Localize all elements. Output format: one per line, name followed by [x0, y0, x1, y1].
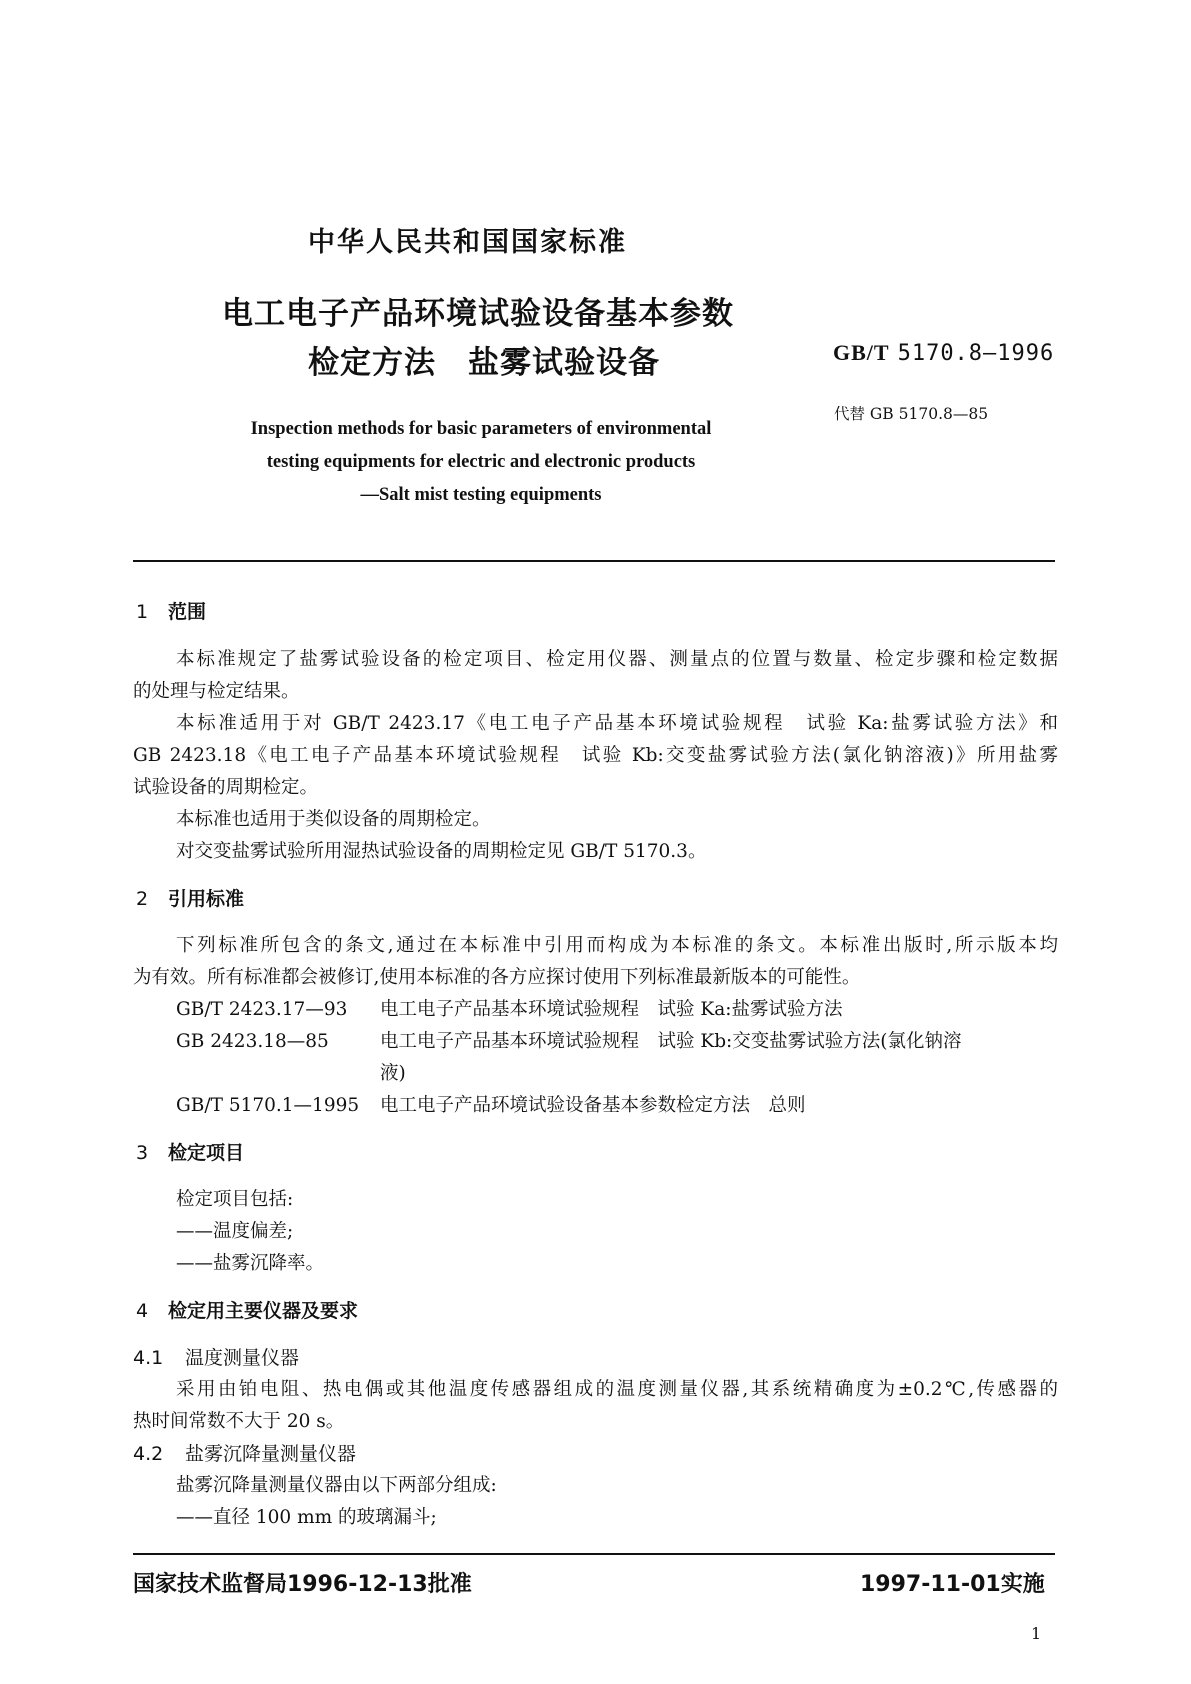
national-standard-heading: 中华人民共和国国家标准: [308, 227, 627, 258]
section-title: 范围: [168, 601, 207, 623]
subsection-number: 4.2: [133, 1443, 164, 1465]
reference-row-continuation: [176, 1059, 406, 1085]
reference-code: GB/T 5170.1—1995: [176, 1095, 360, 1116]
s3-item-2: ——盐雾沉降率。: [176, 1253, 325, 1274]
s1-paragraph2-line3: 试验设备的周期检定。: [133, 777, 319, 798]
standard-code: [833, 340, 1054, 366]
section-number: 1: [136, 601, 149, 623]
title-en-line3: —Salt mist testing equipments: [360, 485, 602, 505]
section-number: 3: [136, 1142, 149, 1164]
standard-code-prefix: GB/T: [833, 340, 890, 365]
footer-divider: [133, 1553, 1055, 1555]
page-number: 1: [1031, 1624, 1042, 1643]
s1-paragraph2-line1: 本标准适用于对 GB/T 2423.17《电工电子产品基本环境试验规程 试验 Ka:盐雾试验方法》和: [176, 713, 1058, 734]
s2-paragraph1-line1: 下列标准所包含的条文,通过在本标准中引用而构成为本标准的条文。本标准出版时,所示版本均: [176, 935, 1058, 956]
subsection-4-1-heading: [133, 1343, 299, 1370]
section-title: 检定项目: [168, 1142, 245, 1164]
s1-paragraph4: 对交变盐雾试验所用湿热试验设备的周期检定见 GB/T 5170.3。: [176, 841, 707, 862]
section-title: 检定用主要仪器及要求: [168, 1300, 359, 1322]
reference-row: [176, 1091, 806, 1117]
reference-title: 电工电子产品基本环境试验规程 试验 Kb:交变盐雾试验方法(氯化钠溶: [380, 1031, 962, 1052]
implementation-date: 1997-11-01实施: [860, 1572, 1045, 1597]
reference-row: [176, 995, 842, 1021]
s41-paragraph-line1: 采用由铂电阻、热电偶或其他温度传感器组成的温度测量仪器,其系统精确度为±0.2℃,传感器的: [176, 1379, 1058, 1400]
reference-title: 电工电子产品环境试验设备基本参数检定方法 总则: [380, 1095, 806, 1116]
s3-item-1: ——温度偏差;: [176, 1221, 294, 1242]
s41-paragraph-line2: 热时间常数不大于 20 s。: [133, 1411, 345, 1432]
s42-paragraph: 盐雾沉降量测量仪器由以下两部分组成:: [176, 1475, 497, 1496]
approval-line: 国家技术监督局1996-12-13批准: [133, 1572, 472, 1597]
subsection-title: 温度测量仪器: [185, 1347, 300, 1369]
title-en-line1: Inspection methods for basic parameters of environmental: [250, 419, 712, 439]
replaces-note: 代替 GB 5170.8—85: [834, 405, 989, 423]
reference-code: GB 2423.18—85: [176, 1031, 329, 1052]
reference-title: 液): [380, 1063, 406, 1084]
s1-paragraph3: 本标准也适用于类似设备的周期检定。: [176, 809, 491, 830]
section-title: 引用标准: [168, 888, 245, 910]
s1-paragraph1-line1: 本标准规定了盐雾试验设备的检定项目、检定用仪器、测量点的位置与数量、检定步骤和检定数据: [176, 649, 1058, 670]
title-en-line2: testing equipments for electric and electronic products: [266, 452, 696, 472]
subsection-title: 盐雾沉降量测量仪器: [185, 1443, 357, 1465]
standard-code-number: 5170.8—1996: [897, 341, 1055, 366]
s1-paragraph1-line2: 的处理与检定结果。: [133, 681, 300, 702]
reference-title: 电工电子产品基本环境试验规程 试验 Ka:盐雾试验方法: [380, 999, 843, 1020]
section-4-heading: [136, 1296, 358, 1323]
title-cn-line1: 电工电子产品环境试验设备基本参数: [222, 296, 734, 332]
section-1-heading: [136, 597, 206, 624]
subsection-number: 4.1: [133, 1347, 164, 1369]
section-2-heading: [136, 884, 244, 911]
s42-item-1: ——直径 100 mm 的玻璃漏斗;: [176, 1507, 437, 1528]
section-number: 4: [136, 1300, 149, 1322]
section-number: 2: [136, 888, 149, 910]
reference-row: [176, 1027, 962, 1053]
s1-paragraph2-line2: GB 2423.18《电工电子产品基本环境试验规程 试验 Kb:交变盐雾试验方法(氯化钠溶液)》所用盐雾: [133, 745, 1058, 766]
section-3-heading: [136, 1138, 244, 1165]
subsection-4-2-heading: [133, 1439, 356, 1466]
reference-code: GB/T 2423.17—93: [176, 999, 348, 1020]
s2-paragraph1-line2: 为有效。所有标准都会被修订,使用本标准的各方应探讨使用下列标准最新版本的可能性。: [133, 967, 861, 988]
title-cn-line2: 检定方法 盐雾试验设备: [308, 345, 660, 381]
header-divider: [133, 560, 1055, 562]
s3-intro: 检定项目包括:: [176, 1189, 294, 1210]
